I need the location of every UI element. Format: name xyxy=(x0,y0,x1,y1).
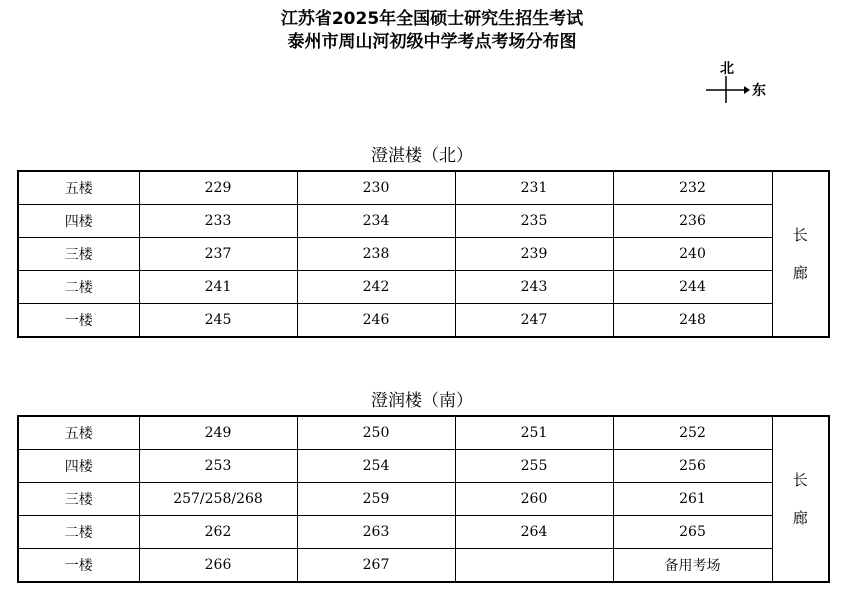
room-cell: 246 xyxy=(297,304,455,338)
table-row xyxy=(18,304,829,338)
table-row xyxy=(18,450,829,483)
room-cell: 251 xyxy=(455,416,613,450)
table-row xyxy=(18,416,829,450)
corridor-cell xyxy=(772,416,829,582)
room-cell: 248 xyxy=(613,304,772,338)
room-cell: 256 xyxy=(613,450,772,483)
room-cell xyxy=(455,549,613,583)
corridor-char: 廊 xyxy=(792,264,808,282)
room-cell: 231 xyxy=(455,171,613,205)
room-cell: 250 xyxy=(297,416,455,450)
room-cell: 238 xyxy=(297,238,455,271)
room-cell: 245 xyxy=(139,304,297,338)
corridor-char: 长 xyxy=(792,471,808,489)
room-cell: 243 xyxy=(455,271,613,304)
building-name: 澄润楼（南） xyxy=(371,391,473,411)
room-cell: 240 xyxy=(613,238,772,271)
room-cell: 263 xyxy=(297,516,455,549)
room-cell: 237 xyxy=(139,238,297,271)
table-row xyxy=(18,271,829,304)
compass-north-label: 北 xyxy=(720,61,734,77)
room-cell: 264 xyxy=(455,516,613,549)
room-cell: 230 xyxy=(297,171,455,205)
room-cell: 235 xyxy=(455,205,613,238)
building-name: 澄湛楼（北） xyxy=(371,146,473,166)
room-cell: 242 xyxy=(297,271,455,304)
room-cell: 254 xyxy=(297,450,455,483)
floor-label: 五楼 xyxy=(18,171,139,205)
room-cell: 241 xyxy=(139,271,297,304)
table-row xyxy=(18,171,829,205)
compass xyxy=(700,58,790,103)
compass-east-label: 东 xyxy=(752,83,766,99)
room-cell: 259 xyxy=(297,483,455,516)
room-cell: 232 xyxy=(613,171,772,205)
building-table xyxy=(17,415,830,583)
room-cell: 244 xyxy=(613,271,772,304)
floor-label: 四楼 xyxy=(18,205,139,238)
page-subtitle: 泰州市周山河初级中学考点考场分布图 xyxy=(287,32,577,52)
room-cell: 261 xyxy=(613,483,772,516)
corridor-char: 廊 xyxy=(792,509,808,527)
room-cell: 247 xyxy=(455,304,613,338)
room-cell: 236 xyxy=(613,205,772,238)
floor-label: 二楼 xyxy=(18,516,139,549)
room-cell: 234 xyxy=(297,205,455,238)
floor-label: 二楼 xyxy=(18,271,139,304)
room-cell: 239 xyxy=(455,238,613,271)
table-row xyxy=(18,516,829,549)
room-cell: 253 xyxy=(139,450,297,483)
room-cell: 265 xyxy=(613,516,772,549)
room-cell: 229 xyxy=(139,171,297,205)
corridor-char: 长 xyxy=(792,226,808,244)
table-row xyxy=(18,238,829,271)
room-cell: 266 xyxy=(139,549,297,583)
room-cell: 备用考场 xyxy=(613,549,772,583)
floor-label: 四楼 xyxy=(18,450,139,483)
floor-label: 三楼 xyxy=(18,238,139,271)
building-table xyxy=(17,170,830,338)
room-cell: 267 xyxy=(297,549,455,583)
room-cell: 255 xyxy=(455,450,613,483)
room-cell: 249 xyxy=(139,416,297,450)
corridor-cell xyxy=(772,171,829,337)
floor-label: 一楼 xyxy=(18,549,139,583)
room-cell: 257/258/268 xyxy=(139,483,297,516)
table-row xyxy=(18,549,829,583)
room-cell: 262 xyxy=(139,516,297,549)
floor-label: 五楼 xyxy=(18,416,139,450)
table-row xyxy=(18,483,829,516)
room-cell: 260 xyxy=(455,483,613,516)
room-cell: 233 xyxy=(139,205,297,238)
room-cell: 252 xyxy=(613,416,772,450)
table-row xyxy=(18,205,829,238)
floor-label: 三楼 xyxy=(18,483,139,516)
floor-label: 一楼 xyxy=(18,304,139,338)
page-title: 江苏省2025年全国硕士研究生招生考试 xyxy=(280,9,584,29)
